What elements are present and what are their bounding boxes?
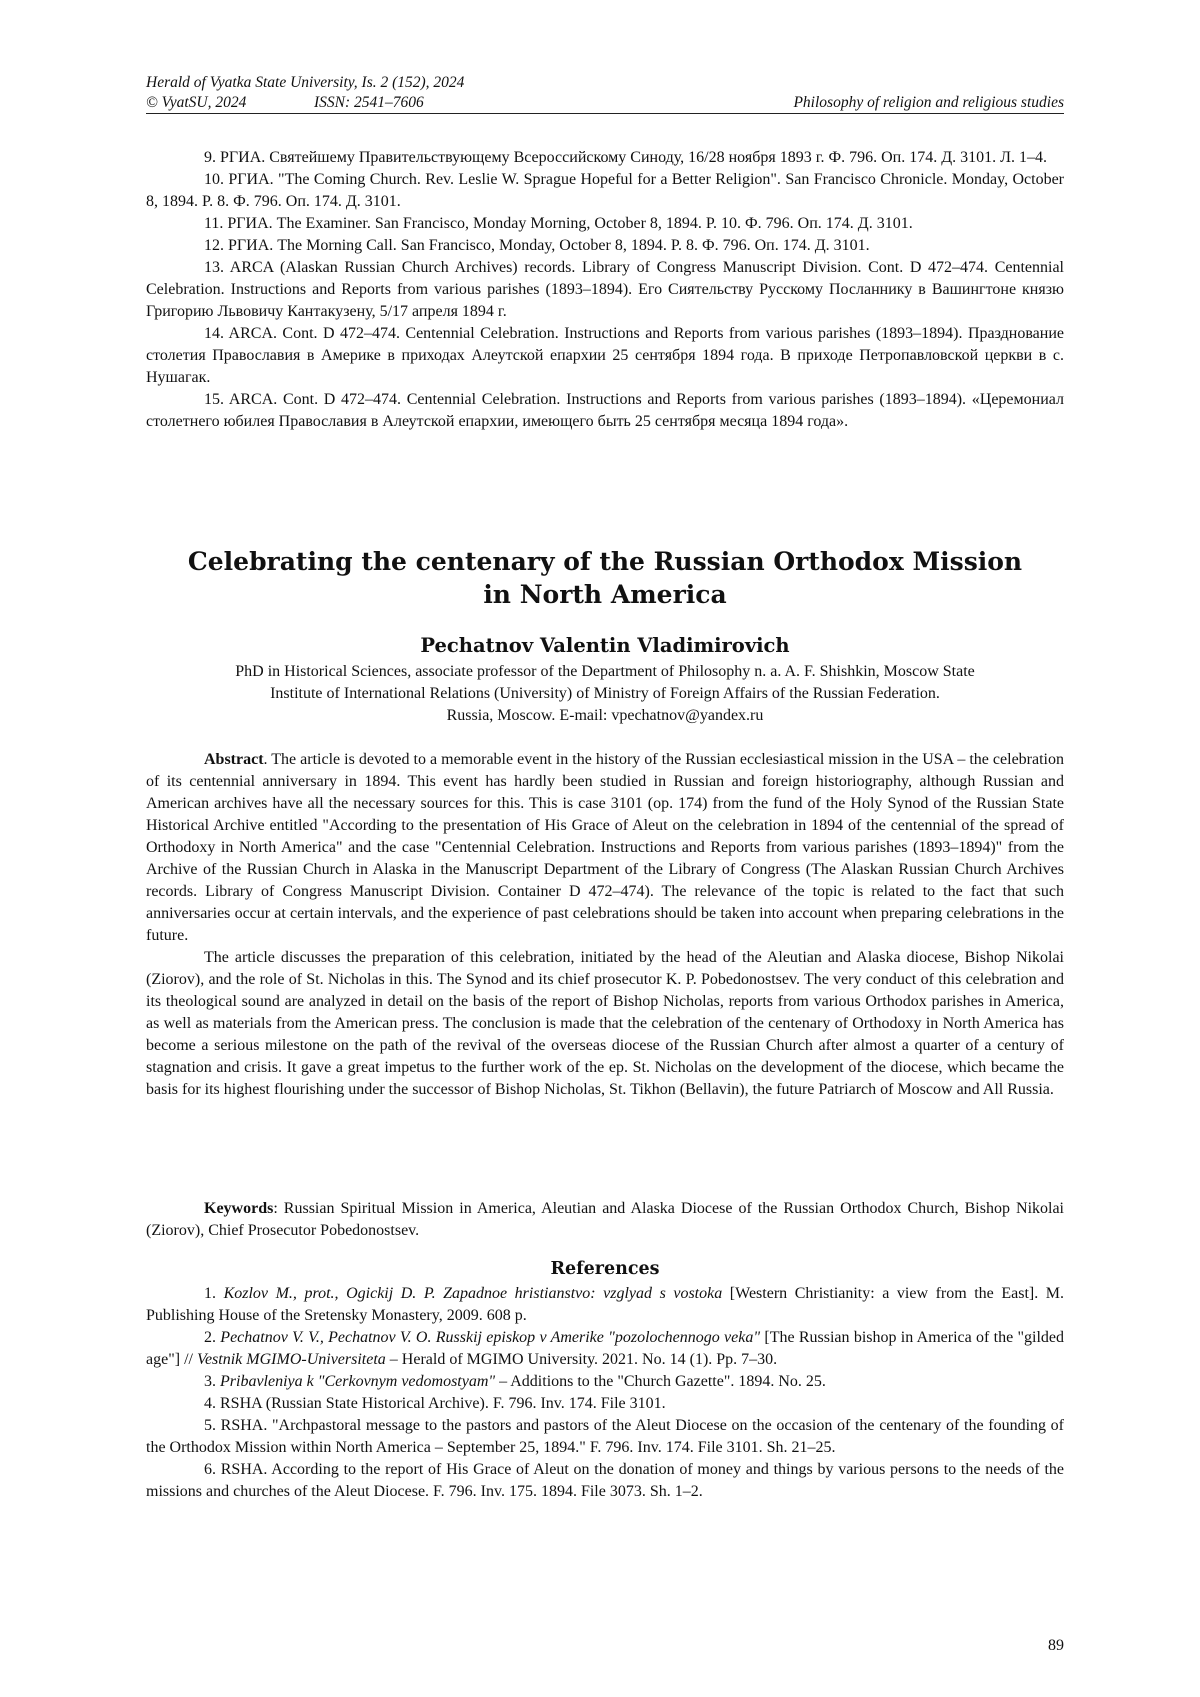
abstract-label: Abstract <box>204 751 264 768</box>
reference-number: 1. <box>204 1285 224 1302</box>
article-title-line: Celebrating the centenary of the Russian Orthodox Mission <box>187 547 1023 576</box>
notes-list <box>146 147 1064 433</box>
note-item: 11. РГИА. The Examiner. San Francisco, Monday Morning, October 8, 1894. P. 10. Ф. 796. Оп. 174. Д. 3101. <box>204 215 913 232</box>
keywords-label: Keywords <box>204 1200 274 1217</box>
abstract-text: . The article is devoted to a memorable event in the history of the Russian ecclesiastical mission in the USA – the celebration of its centennial anniversary in 1894. This event has hardly been studied in Russian and foreign historiography, although Russian and American archives have all the necessary sources for this. This is case 3101 (op. 174) from the fund of the Holy Synod of the Russian State Historical Archive entitled "According to the presentation of His Grace of Aleut on the celebration in 1894 of the centennial of the spread of Orthodoxy in North America" and the case "Centennial Celebration. Instructions and Reports from various parishes (1893–1894)" from the Archive of the Russian Church in Alaska in the Manuscript Department of the Library of Congress (The Alaskan Russian Church Archives records. Library of Congress Manuscript Division. Container D 472–474). The relevance of the topic is related to the fact that such anniversaries occur at certain intervals, and the experience of past celebrations should be taken into account when preparing celebrations in the future. <box>146 751 1064 944</box>
reference-number: 2. <box>204 1329 221 1346</box>
reference-details: – Additions to the "Church Gazette". 1894. No. 25. <box>495 1373 826 1390</box>
running-header-meta <box>146 93 1064 112</box>
running-header-journal <box>146 73 1064 92</box>
reference-title: Pechatnov V. V., Pechatnov V. O. Russkij episkop v Amerike "pozolochennogo veka" <box>220 1329 761 1346</box>
note-item: 9. РГИА. Святейшему Правительствующему Всероссийскому Синоду, 16/28 ноября 1893 г. Ф. 796. Оп. 174. Д. 3101. Л. 1–4. <box>204 149 1047 166</box>
reference-item <box>146 1327 1064 1371</box>
abstract-paragraph: The article discusses the preparation of this celebration, initiated by the head of the Aleutian and Alaska diocese, Bishop Nikolai (Ziorov), and the role of St. Nicholas in this. The Synod and its chief prosecutor K. P. Pobedonostsev. The very conduct of this celebration and its theological sound are analyzed in detail on the basis of the report of Bishop Nicholas, reports from various Orthodox parishes in America, as well as materials from the American press. The conclusion is made that the celebration of the centenary of Orthodoxy in North America has become a serious milestone on the path of the revival of the overseas diocese of the Russian Church after almost a quarter of a century of stagnation and crisis. It gave a great impetus to the further work of the ep. St. Nicholas on the development of the diocese, which became the basis for its highest flourishing under the successor of Bishop Nicholas, St. Tikhon (Bellavin), the future Patriarch of Moscow and All Russia. <box>146 949 1064 1098</box>
keywords-text: : Russian Spiritual Mission in America, Aleutian and Alaska Diocese of the Russian Orthodox Church, Bishop Nikolai (Ziorov), Chief Prosecutor Pobedonostsev. <box>146 1200 1064 1239</box>
reference-title: Kozlov M., prot., Ogickij D. P. Zapadnoe hristianstvo: vzglyad s vostoka <box>223 1285 723 1302</box>
note-item: 14. ARCA. Cont. D 472–474. Centennial Celebration. Instructions and Reports from various parishes (1893–1894). Празднование столетия Православия в Америке в приходах Алеутской епархии 25 сентября 1894 года. В приходе Петропавловской церкви в с. Нушагак. <box>146 325 1064 386</box>
affiliation-line: Institute of International Relations (University) of Ministry of Foreign Affairs of the Russian Federation. <box>270 685 940 702</box>
reference-item <box>146 1283 1064 1327</box>
abstract-paragraph <box>146 749 1064 947</box>
keywords <box>146 1198 1064 1242</box>
reference-item: 4. RSHA (Russian State Historical Archive). F. 796. Inv. 174. File 3101. <box>204 1395 666 1412</box>
article-title-line: in North America <box>483 580 727 609</box>
affiliation-line: Russia, Moscow. E-mail: vpechatnov@yandex.ru <box>446 707 764 724</box>
references-list <box>146 1283 1064 1503</box>
reference-item: 6. RSHA. According to the report of His Grace of Aleut on the donation of money and things by various persons to the needs of the missions and churches of the Aleut Diocese. F. 796. Inv. 175. 1894. File 3073. Sh. 1–2. <box>146 1461 1064 1500</box>
article-title <box>146 545 1064 611</box>
reference-title: Pribavleniya k "Cerkovnym vedomostyam" <box>220 1373 496 1390</box>
copyright: © VyatSU, 2024 <box>146 94 247 111</box>
note-item: 15. ARCA. Cont. D 472–474. Centennial Celebration. Instructions and Reports from various parishes (1893–1894). «Церемониал столетнего юбилея Православия в Алеутской епархии, имеющего быть 25 сентября месяца 1894 года». <box>146 391 1064 430</box>
affiliation-line: PhD in Historical Sciences, associate professor of the Department of Philosophy n. a. A. F. Shishkin, Moscow State <box>235 663 975 680</box>
reference-number: 3. <box>204 1373 220 1390</box>
issn: ISSN: 2541–7606 <box>314 94 424 111</box>
author-affiliation <box>146 661 1064 727</box>
note-item: 13. ARCA (Alaskan Russian Church Archives) records. Library of Congress Manuscript Division. Cont. D 472–474. Centennial Celebration. Instructions and Reports from various parishes (1893–1894). Его Сиятельству Русскому Посланнику в Вашингтоне князю Григорию Львовичу Кантакузену, 5/17 апреля 1894 г. <box>146 259 1064 320</box>
references-heading: References <box>550 1259 660 1279</box>
reference-item: 5. RSHA. "Archpastoral message to the pastors and pastors of the Aleut Diocese on the occasion of the centenary of the founding of the Orthodox Mission within North America – September 25, 1894." F. 796. Inv. 174. File 3101. Sh. 21–25. <box>146 1417 1064 1456</box>
page-number: 89 <box>1048 1637 1064 1654</box>
author-name: Pechatnov Valentin Vladimirovich <box>420 634 790 657</box>
note-item: 10. РГИА. "The Coming Church. Rev. Leslie W. Sprague Hopeful for a Better Religion". San Francisco Chronicle. Monday, October 8, 1894. P. 8. Ф. 796. Оп. 174. Д. 3101. <box>146 171 1064 210</box>
reference-journal: Vestnik MGIMO-Universiteta <box>196 1351 386 1368</box>
reference-item <box>146 1371 1064 1393</box>
journal-title: Herald of Vyatka State University, Is. 2 (152), 2024 <box>146 74 465 91</box>
note-item: 12. РГИА. The Morning Call. San Francisco, Monday, October 8, 1894. P. 8. Ф. 796. Оп. 174. Д. 3101. <box>204 237 870 254</box>
keywords-paragraph <box>146 1198 1064 1242</box>
reference-details: [The Russian bishop in America of the "gilded age"] // <box>146 1329 1065 1368</box>
reference-details: – Herald of MGIMO University. 2021. No. 14 (1). Pp. 7–30. <box>385 1351 778 1368</box>
section-title: Philosophy of religion and religious studies <box>793 94 1064 111</box>
header-rule <box>146 113 1064 114</box>
reference-details: [Western Christianity: a view from the East]. M. Publishing House of the Sretensky Monastery, 2009. 608 p. <box>146 1285 1065 1324</box>
abstract <box>146 749 1064 1101</box>
